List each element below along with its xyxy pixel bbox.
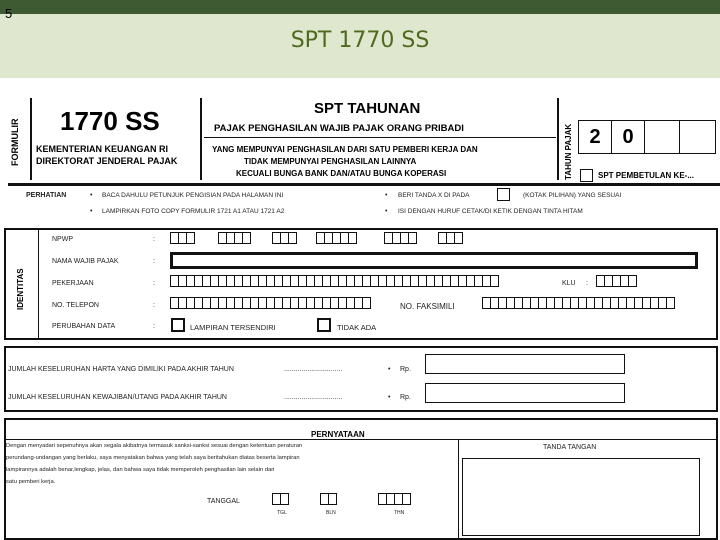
note-3: BERI TANDA X DI PADA [398,192,470,199]
date-month-cells[interactable] [320,493,336,505]
total-liabilities-label: JUMLAH KESELURUHAN KEWAJIBAN/UTANG PADA AKHIR TAHUN [8,394,227,401]
note-bullet: • [388,394,391,401]
tax-form [0,78,720,540]
form-desc-3: KECUALI BUNGA BANK DAN/ATAU BUNGA KOPERASI [236,169,447,178]
npwp-cells-6[interactable] [438,232,462,244]
divider [8,183,720,186]
divider [557,98,559,180]
slide-number: 5 [5,6,13,21]
note-4: ISI DENGAN HURUF CETAK/DI KETIK DENGAN TINTA HITAM [398,208,583,215]
phone-label: NO. TELEPON [52,302,99,309]
npwp-cells-1[interactable] [170,232,194,244]
fax-cells[interactable] [482,297,674,309]
divider [204,137,556,138]
slide-title: SPT 1770 SS [290,28,430,53]
total-liabilities-field[interactable] [425,383,625,403]
date-day-cells[interactable] [272,493,288,505]
currency-label: Rp. [400,394,411,401]
note-bullet: • [385,192,388,199]
form-subtitle: PAJAK PENGHASILAN WAJIB PAJAK ORANG PRIBADI [214,123,464,134]
correction-label: SPT PEMBETULAN KE-... [598,171,695,180]
colon: : [153,280,155,287]
note-bullet: • [385,208,388,215]
date-label: TANGGAL [207,498,240,505]
divider [38,230,39,338]
thn-label: THN [394,510,405,516]
year-digit-2[interactable]: 0 [611,120,645,154]
year-digit-4[interactable] [679,120,716,154]
npwp-cells-2[interactable] [218,232,250,244]
colon: : [153,236,155,243]
colon: : [153,302,155,309]
none-label: TIDAK ADA [337,323,377,332]
note-3b: (KOTAK PILIHAN) YANG SESUAI [523,192,622,199]
klu-label: KLU [562,280,576,287]
identity-label: IDENTITAS [16,268,25,310]
total-assets-field[interactable] [425,354,625,374]
colon: : [153,258,155,265]
note-bullet: • [90,208,93,215]
form-code: 1770 SS [60,106,160,136]
job-label: PEKERJAAN [52,280,94,287]
divider [200,98,202,180]
form-desc-2: TIDAK MEMPUNYAI PENGHASILAN LAINNYA [244,157,417,166]
year-digit-3[interactable] [644,120,680,154]
note-2: LAMPIRKAN FOTO COPY FORMULIR 1721 A1 ATAU 1721 A2 [102,208,285,215]
none-checkbox[interactable] [317,318,331,332]
divider [30,98,32,180]
date-year-cells[interactable] [378,493,410,505]
phone-cells[interactable] [170,297,370,309]
formulir-side-label: FORMULIR [10,118,20,166]
attach-separate-label: LAMPIRAN TERSENDIRI [190,323,276,332]
currency-label: Rp. [400,366,411,373]
fax-label: NO. FAKSIMILI [400,302,455,311]
sample-checkbox [497,188,510,201]
colon: : [586,280,588,287]
note-bullet: • [90,192,93,199]
total-assets-label: JUMLAH KESELURUHAN HARTA YANG DIMILIKI PADA AKHIR TAHUN [8,366,234,373]
name-field[interactable] [170,252,698,269]
signature-field[interactable] [462,458,700,536]
colon: : [153,323,155,330]
tax-year-label: TAHUN PAJAK [564,123,573,180]
statement-text-4: satu pemberi kerja. [6,479,56,485]
statement-text-1: Dengan menyadari sepenuhnya akan segala akibatnya termasuk sanksi-sanksi sesuai dengan ketentuan peraturan [6,443,303,449]
statement-text-2: perundang-undangan yang berlaku, saya menyatakan bahwa yang telah saya beritahukan diatas beserta lampiran [6,455,300,461]
npwp-cells-3[interactable] [272,232,296,244]
npwp-cells-4[interactable] [316,232,356,244]
statement-text-3: lampirannya adalah benar,lengkap, jelas, dan bahwa saya tidak memperoleh penghasilan lain selain dari [6,467,275,473]
dots: .............................. [284,394,343,401]
dots: .............................. [284,366,343,373]
job-cells[interactable] [170,275,498,287]
directorate: DIREKTORAT JENDERAL PAJAK [36,156,178,166]
ministry: KEMENTERIAN KEUANGAN RI [36,144,169,154]
attention-label: PERHATIAN [26,192,67,199]
npwp-cells-5[interactable] [384,232,416,244]
note-bullet: • [388,366,391,373]
signature-label: TANDA TANGAN [543,444,597,451]
form-title: SPT TAHUNAN [314,100,421,117]
note-1: BACA DAHULU PETUNJUK PENGISIAN PADA HALAMAN INI [102,192,284,199]
klu-cells[interactable] [596,275,636,287]
attach-separate-checkbox[interactable] [171,318,185,332]
bln-label: BLN [326,510,336,516]
name-label: NAMA WAJIB PAJAK [52,258,119,265]
statement-title: PERNYATAAN [311,430,365,439]
tax-year-boxes[interactable] [578,120,716,154]
data-change-label: PERUBAHAN DATA [52,323,116,330]
divider [6,439,716,440]
correction-checkbox[interactable] [580,169,593,182]
tgl-label: TGL [277,510,287,516]
npwp-label: NPWP [52,236,73,243]
year-digit-1[interactable]: 2 [578,120,612,154]
top-band [0,0,720,14]
divider [458,440,459,538]
form-desc-1: YANG MEMPUNYAI PENGHASILAN DARI SATU PEMBERI KERJA DAN [212,145,478,154]
